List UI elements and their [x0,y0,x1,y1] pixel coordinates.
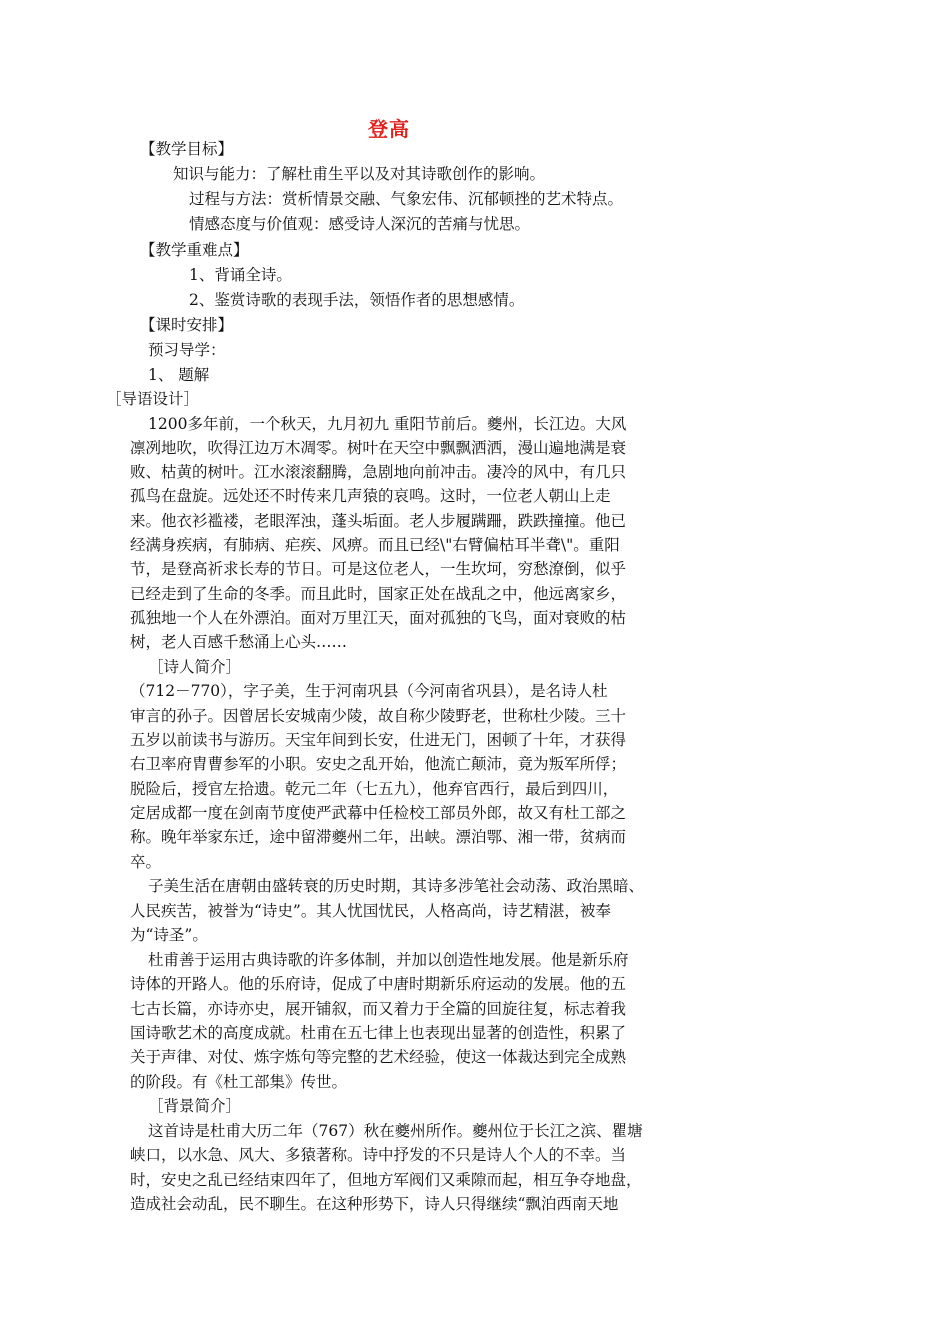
text-line: 定居成都一度在剑南节度使严武幕中任检校工部员外郎，故又有杜工部之 [130,804,627,822]
poet-heading: ［诗人简介］ [148,658,242,676]
objective-emotion: 情感态度与价值观：感受诗人深沉的苦痛与忧思。 [189,215,531,233]
keypoint-item: 2、鉴赏诗歌的表现手法，领悟作者的思想感情。 [189,291,525,309]
text-line: 来。他衣衫褴褛，老眼浑浊，蓬头垢面。老人步履蹒跚，跌跌撞撞。他已 [130,512,627,530]
text-line: 造成社会动乱，民不聊生。在这种形势下，诗人只得继续“飘泊西南天地 [130,1195,619,1213]
text-line: 1200多年前，一个秋天，九月初九 重阳节前后。夔州，长江边。大风 [148,415,627,433]
text-line: 诗体的开路人。他的乐府诗，促成了中唐时期新乐府运动的发展。他的五 [130,975,627,993]
text-line: 审言的孙子。因曾居长安城南少陵，故自称少陵野老，世称杜少陵。三十 [130,707,627,725]
tijie-label: 1、 题解 [148,366,210,384]
keypoint-item: 1、背诵全诗。 [189,266,292,284]
text-line: 孤独地一个人在外漂泊。面对万里江天，面对孤独的飞鸟，面对衰败的枯 [130,609,627,627]
text-line: 已经走到了生命的冬季。而且此时，国家正处在战乱之中，他远离家乡， [130,585,627,603]
text-line: 右卫率府胄曹参军的小职。安史之乱开始，他流亡颠沛，竟为叛军所俘； [130,755,627,773]
text-line: 节，是登高祈求长寿的节日。可是这位老人，一生坎坷，穷愁潦倒，似乎 [130,560,627,578]
objectives-heading: 【教学目标】 [140,140,234,158]
objective-process: 过程与方法：赏析情景交融、气象宏伟、沉郁顿挫的艺术特点。 [189,190,624,208]
preview-label: 预习导学： [148,341,226,359]
text-line: （712－770），字子美，生于河南巩县（今河南省巩县），是名诗人杜 [130,682,608,700]
text-line: 峡口，以水急、风大、多猿著称。诗中抒发的不只是诗人个人的不幸。当 [130,1146,627,1164]
text-line: 树，老人百感千愁涌上心头…… [130,633,348,651]
text-line: 败、枯黄的树叶。江水滚滚翻腾，急剧地向前冲击。凄冷的风中，有几只 [130,463,627,481]
background-heading: ［背景简介］ [148,1097,242,1115]
keypoints-heading: 【教学重难点】 [140,241,249,259]
text-line: 杜甫善于运用古典诗歌的许多体制，并加以创造性地发展。他是新乐府 [148,951,629,969]
text-line: 这首诗是杜甫大历二年（767）秋在夔州所作。夔州位于长江之滨、瞿塘 [148,1122,643,1140]
objective-knowledge: 知识与能力：了解杜甫生平以及对其诗歌创作的影响。 [173,165,546,183]
text-line: 关于声律、对仗、炼字炼句等完整的艺术经验，使这一体裁达到完全成熟 [130,1048,627,1066]
document-title: 登高 [368,117,410,141]
text-line: 五岁以前读书与游历。天宝年间到长安，仕进无门，困顿了十年，才获得 [130,731,627,749]
text-line: 人民疾苦，被誉为“诗史”。其人忧国忧民，人格高尚，诗艺精湛，被奉 [130,902,611,920]
text-line: 为“诗圣”。 [130,926,208,944]
intro-heading: ［导语设计］ [106,390,200,408]
text-line: 经满身疾病，有肺病、疟疾、风痹。而且已经\"右臂偏枯耳半聋\"。重阳 [130,536,620,554]
text-line: 的阶段。有《杜工部集》传世。 [130,1073,348,1091]
text-line: 时，安史之乱已经结束四年了，但地方军阀们又乘隙而起，相互争夺地盘， [130,1171,642,1189]
text-line: 孤鸟在盘旋。远处还不时传来几声猿的哀鸣。᠎这时，一位老人朝山上走 [130,487,611,505]
text-line: 卒。 [130,853,162,871]
text-line: 国诗歌艺术的高度成就。杜甫在五七律上也表现出显著的创造性，积累了 [130,1024,627,1042]
text-line: 脱险后，授官左拾遗。乾元二年（七五九），他弃官西行，最后到四川， [130,780,619,798]
text-line: 称。晚年举家东迁，途中留滞夔州二年，出峡。漂泊鄂、湘一带，贫病而 [130,828,627,846]
text-line: 子美生活在唐朝由盛转衰的历史时期，其诗多涉笔社会动荡、政治黑暗、 [148,877,645,895]
text-line: 七古长篇，亦诗亦史，展开铺叙，而又着力于全篇的回旋往复，标志着我 [130,1000,627,1018]
text-line: 凛冽地吹，吹得江边万木凋零。树叶在天空中飘飘洒洒，漫山遍地满是衰 [130,439,627,457]
schedule-heading: 【课时安排】 [140,316,234,334]
